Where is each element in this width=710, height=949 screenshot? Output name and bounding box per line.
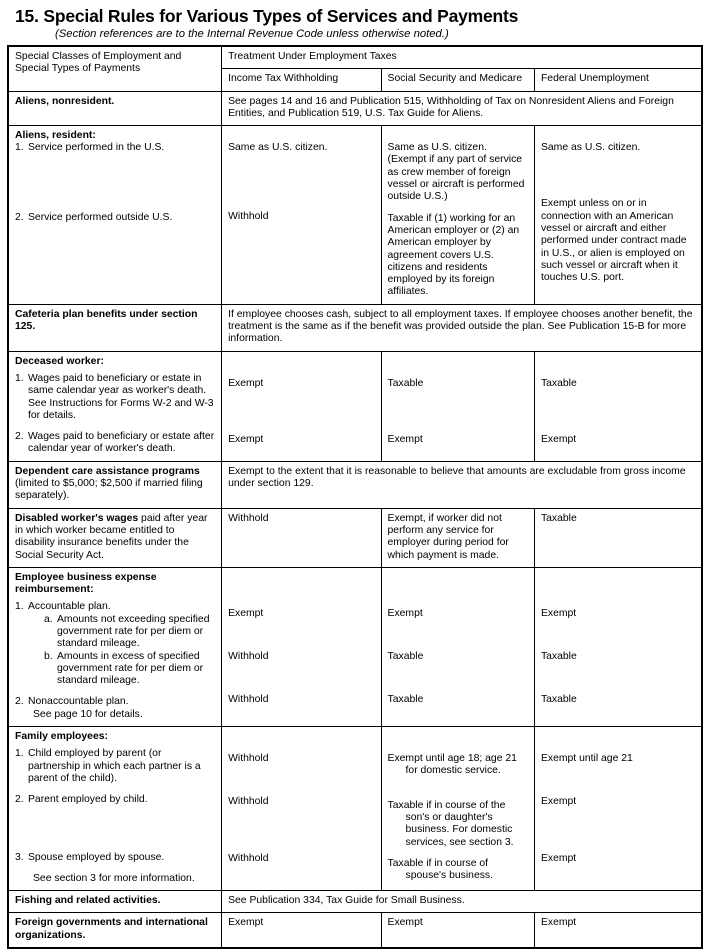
row-label-family-employees bbox=[8, 727, 222, 891]
table-head bbox=[8, 46, 702, 91]
header-treatment-group: Treatment Under Employment Taxes bbox=[222, 46, 702, 69]
list-item-number: a. bbox=[44, 613, 53, 625]
row-value-ss-foreign: Exempt bbox=[381, 913, 534, 948]
category-title: Cafeteria plan benefits under section 125. bbox=[15, 308, 198, 333]
value-item-2: Exempt bbox=[540, 433, 577, 445]
list-item-label: Child employed by parent (or partnership in which each partner is a parent of the child). bbox=[28, 748, 201, 784]
header-row-top bbox=[8, 46, 702, 69]
category-title: Employee business expense reimbursement: bbox=[15, 571, 157, 596]
value-item-2: Exempt unless on or in connection with an American vessel or aircraft and either performed under contract made in U.S., or alien is employed on such vessel or aircraft when it touches U.S. port. bbox=[540, 198, 687, 284]
list-item bbox=[15, 601, 215, 613]
row-label-disabled-worker bbox=[8, 508, 222, 567]
value-item-3: Exempt bbox=[540, 852, 577, 864]
list-item-number: 2. bbox=[15, 211, 24, 223]
list-item-number: b. bbox=[44, 650, 53, 662]
category-title: Family employees: bbox=[15, 731, 108, 743]
list-item-label: Wages paid to beneficiary or estate in same calendar year as worker's death. See Instructions for Forms W-2 and W-3 for details. bbox=[28, 372, 214, 421]
row-value-ss-ebe bbox=[381, 567, 534, 726]
list-item-number: 1. bbox=[15, 748, 24, 760]
list-item-label: Service performed in the U.S. bbox=[28, 142, 165, 154]
table-row bbox=[8, 913, 702, 948]
row-value-span-dependent-care: Exempt to the extent that it is reasonable to believe that amounts are excludable from gross income under section 129. bbox=[222, 461, 702, 508]
row-value-futa-deceased bbox=[534, 351, 702, 461]
value-item-2: Taxable bbox=[540, 694, 577, 706]
value-item-1: Same as U.S. citizen. bbox=[540, 142, 641, 154]
row-value-withholding-family bbox=[222, 727, 381, 891]
value-item-3: Taxable if in course of spouse's business. bbox=[387, 857, 493, 882]
header-income-tax-withholding: Income Tax Withholding bbox=[222, 69, 381, 91]
row-label-dependent-care bbox=[8, 461, 222, 508]
row-value-ss-disabled: Exempt, if worker did not perform any service for employer during period for which payment is made. bbox=[381, 508, 534, 567]
table-row bbox=[8, 727, 702, 891]
value-item-2: Exempt bbox=[387, 433, 423, 445]
list-item-label: Amounts not exceeding specified government rate for per diem or standard mileage. bbox=[57, 613, 210, 650]
row-value-ss-aliens-resident bbox=[381, 126, 534, 305]
category-title: Dependent care assistance programs bbox=[15, 465, 200, 477]
category-title: Deceased worker: bbox=[15, 355, 104, 367]
table-row bbox=[8, 91, 702, 126]
list-item-label: Service performed outside U.S. bbox=[28, 211, 173, 223]
list-item bbox=[15, 142, 215, 154]
row-value-futa-disabled: Taxable bbox=[534, 508, 702, 567]
value-item-1: Exempt until age 21 bbox=[540, 753, 633, 765]
row-value-withholding-deceased bbox=[222, 351, 381, 461]
row-value-futa-aliens-resident bbox=[534, 126, 702, 305]
value-item-2: Taxable bbox=[387, 694, 424, 706]
list-item bbox=[15, 852, 215, 886]
value-item-1b: Taxable bbox=[387, 651, 424, 663]
row-value-ss-deceased bbox=[381, 351, 534, 461]
list-item bbox=[15, 651, 215, 688]
table-row bbox=[8, 304, 702, 351]
list-item-number: 2. bbox=[15, 696, 24, 708]
list-item-number: 1. bbox=[15, 372, 24, 384]
row-value-withholding-ebe bbox=[222, 567, 381, 726]
row-value-withholding-foreign: Exempt bbox=[222, 913, 381, 948]
row-value-span-fishing: See Publication 334, Tax Guide for Small Business. bbox=[222, 891, 702, 913]
category-title: Disabled worker's wages bbox=[15, 512, 139, 524]
list-item-label: Parent employed by child. bbox=[28, 794, 148, 806]
list-item bbox=[15, 373, 215, 422]
table-row bbox=[8, 461, 702, 508]
list-item bbox=[15, 696, 215, 721]
list-item-number: 2. bbox=[15, 431, 24, 443]
value-item-2: Withhold bbox=[228, 694, 269, 706]
value-item-1a: Exempt bbox=[540, 607, 577, 619]
special-rules-table bbox=[7, 45, 703, 949]
row-label-cafeteria-plan bbox=[8, 304, 222, 351]
row-value-futa-family bbox=[534, 727, 702, 891]
header-social-security-medicare: Social Security and Medicare bbox=[381, 69, 534, 91]
list-item-label: Nonaccountable plan. bbox=[28, 696, 129, 708]
row-value-futa-ebe bbox=[534, 567, 702, 726]
value-item-1: Same as U.S. citizen. bbox=[228, 142, 328, 154]
row-label-aliens-nonresident bbox=[8, 91, 222, 126]
table-body bbox=[8, 91, 702, 948]
value-item-1a: Exempt bbox=[228, 607, 264, 619]
value-item-2: Exempt bbox=[228, 433, 264, 445]
table-row bbox=[8, 508, 702, 567]
value-item-1b: Withhold bbox=[228, 651, 269, 663]
category-detail: paid after year in which worker became entitled to disability insurance benefits under the Social Security Act. bbox=[15, 512, 208, 561]
row-label-deceased-worker bbox=[8, 351, 222, 461]
value-item-2: Withhold bbox=[228, 211, 269, 223]
row-label-employee-business-expense bbox=[8, 567, 222, 726]
list-item bbox=[15, 794, 215, 806]
category-detail: (limited to $5,000; $2,500 if married filing separately). bbox=[15, 478, 203, 502]
list-item bbox=[15, 748, 215, 785]
list-item-number: 3. bbox=[15, 851, 24, 863]
list-item bbox=[15, 212, 215, 224]
row-label-foreign-governments bbox=[8, 913, 222, 948]
category-title: Fishing and related activities. bbox=[15, 895, 161, 907]
value-item-1: Taxable bbox=[540, 377, 577, 389]
value-item-1: Taxable bbox=[387, 377, 424, 389]
row-value-withholding-aliens-resident bbox=[222, 126, 381, 305]
list-item-label: Spouse employed by spouse. bbox=[28, 851, 165, 863]
row-value-futa-foreign: Exempt bbox=[534, 913, 702, 948]
value-item-1: Exempt bbox=[228, 377, 264, 389]
value-item-2: Taxable if in course of the son's or daughter's business. For domestic services, see section 3. bbox=[387, 799, 514, 848]
value-item-2: Withhold bbox=[228, 796, 269, 808]
category-title: Aliens, resident: bbox=[15, 130, 96, 142]
category-title: Foreign governments and international organizations. bbox=[15, 917, 208, 941]
list-item-number: 1. bbox=[15, 142, 24, 154]
row-value-span-aliens-nonresident: See pages 14 and 16 and Publication 515, Withholding of Tax on Nonresident Aliens and Foreign Entities, and Publication 519, U.S. Tax Guide for Aliens. bbox=[222, 91, 702, 126]
row-label-aliens-resident bbox=[8, 126, 222, 305]
page-title: 15. Special Rules for Various Types of Services and Payments bbox=[15, 6, 519, 26]
value-item-1: Exempt until age 18; age 21 for domestic service. bbox=[387, 753, 517, 777]
list-item-label: Accountable plan. bbox=[28, 601, 111, 613]
table-row bbox=[8, 126, 702, 305]
value-item-2: Taxable if (1) working for an American employer or (2) an American employer by agreement covers U.S. citizens and residents employed by its foreign affiliates. bbox=[387, 212, 520, 298]
list-item-number: 1. bbox=[15, 601, 24, 613]
category-title: Aliens, nonresident. bbox=[15, 95, 115, 107]
table-row bbox=[8, 891, 702, 913]
list-item-note: See section 3 for more information. bbox=[33, 872, 195, 884]
list-item-label: Wages paid to beneficiary or estate after calendar year of worker's death. bbox=[28, 431, 215, 455]
value-item-2: Exempt bbox=[540, 796, 577, 808]
row-value-span-cafeteria-plan: If employee chooses cash, subject to all employment taxes. If employee chooses another benefit, the treatment is the same as if the benefit was provided outside the plan. See Publication 15-B for more information. bbox=[222, 304, 702, 351]
page-subtitle: (Section references are to the Internal Revenue Code unless otherwise noted.) bbox=[55, 28, 449, 40]
value-item-1: Same as U.S. citizen. (Exempt if any part of service as crew member of foreign vessel or aircraft is performed outside U.S.) bbox=[387, 142, 525, 203]
list-item bbox=[15, 431, 215, 456]
list-item-label: Amounts in excess of specified government rate for per diem or standard mileage. bbox=[57, 650, 204, 687]
list-item bbox=[15, 614, 215, 651]
header-federal-unemployment: Federal Unemployment bbox=[534, 69, 702, 91]
row-label-fishing bbox=[8, 891, 222, 913]
table-row bbox=[8, 351, 702, 461]
row-value-withholding-disabled: Withhold bbox=[222, 508, 381, 567]
value-item-1a: Exempt bbox=[387, 607, 423, 619]
value-item-1b: Taxable bbox=[540, 651, 577, 663]
list-item-number: 2. bbox=[15, 794, 24, 806]
value-item-3: Withhold bbox=[228, 852, 269, 864]
row-value-ss-family bbox=[381, 727, 534, 891]
header-special-classes: Special Classes of Employment and Special Types of Payments bbox=[8, 46, 222, 91]
table-row bbox=[8, 567, 702, 726]
value-item-1: Withhold bbox=[228, 753, 269, 765]
list-item-note: See page 10 for details. bbox=[33, 708, 143, 720]
